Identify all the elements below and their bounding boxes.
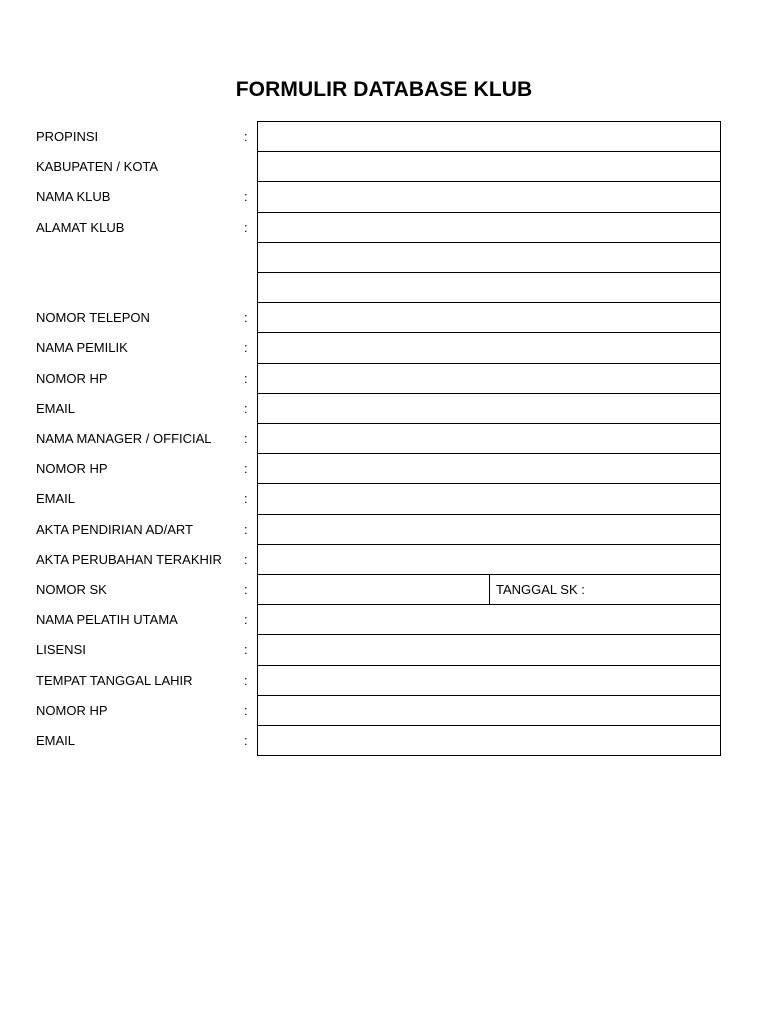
form-row [0,423,768,454]
form-row [0,363,768,394]
field-input-box[interactable] [257,181,721,213]
form-row [0,604,768,635]
field-label: EMAIL [36,733,76,748]
field-input-box[interactable] [257,725,721,756]
form-row [0,332,768,364]
field-input-box[interactable] [257,604,721,635]
field-label: NAMA KLUB [36,189,111,204]
field-colon: : [244,220,248,235]
form-row [0,121,768,152]
field-label: NOMOR HP [36,703,108,718]
field-colon: : [244,461,248,476]
field-colon: : [244,673,248,688]
tanggal-sk-label: TANGGAL SK : [496,582,585,597]
field-colon: : [244,703,248,718]
field-colon: : [244,491,248,506]
field-label: NAMA PELATIH UTAMA [36,612,178,627]
field-input-box[interactable] [257,332,721,364]
field-colon: : [244,582,248,597]
field-colon: : [244,522,248,537]
field-colon: : [244,340,248,355]
field-label: KABUPATEN / KOTA [36,159,159,174]
field-colon: : [244,642,248,657]
field-input-box[interactable] [257,212,721,243]
field-colon: : [244,733,248,748]
field-label: LISENSI [36,642,86,657]
field-label: NOMOR SK [36,582,107,597]
field-input-box[interactable] [257,483,721,515]
field-input-box[interactable] [257,151,721,182]
form-row [0,634,768,666]
field-label: AKTA PERUBAHAN TERAKHIR [36,552,222,567]
field-colon: : [244,310,248,325]
field-colon: : [244,552,248,567]
form-row [0,483,768,515]
field-label: NOMOR TELEPON [36,310,150,325]
form-row [0,242,768,273]
field-input-box[interactable] [257,695,721,726]
field-colon: : [244,612,248,627]
form-row [0,574,768,605]
field-colon: : [244,431,248,446]
field-input-box[interactable] [257,423,721,454]
field-input-box[interactable] [257,363,721,394]
form-row [0,302,768,333]
form-row [0,725,768,756]
field-label: NAMA PEMILIK [36,340,128,355]
field-label: AKTA PENDIRIAN AD/ART [36,522,194,537]
field-input-box[interactable] [257,393,721,424]
field-input-box[interactable] [257,514,721,545]
form-row [0,665,768,696]
form-row [0,514,768,545]
field-colon: : [244,129,248,144]
form-row [0,151,768,182]
field-label: EMAIL [36,401,76,416]
field-label: PROPINSI [36,129,99,144]
field-input-box[interactable] [257,242,721,273]
tanggal-sk-box[interactable] [489,574,721,605]
form-row [0,695,768,726]
form-row [0,272,768,303]
field-label: ALAMAT KLUB [36,220,125,235]
field-input-box[interactable] [257,544,721,575]
field-input-box[interactable] [257,634,721,666]
form-row [0,453,768,484]
field-colon: : [244,401,248,416]
form-row [0,212,768,243]
field-input-box[interactable] [257,121,721,152]
field-colon: : [244,189,248,204]
field-input-box[interactable] [257,272,721,303]
page-title: FORMULIR DATABASE KLUB [235,78,533,101]
field-label: NAMA MANAGER / OFFICIAL [36,431,212,446]
field-colon: : [244,371,248,386]
field-input-box[interactable] [257,302,721,333]
field-input-box[interactable] [257,453,721,484]
form-row [0,544,768,575]
field-label: NOMOR HP [36,371,108,386]
field-input-box[interactable] [257,574,490,605]
field-label: NOMOR HP [36,461,108,476]
field-input-box[interactable] [257,665,721,696]
field-label: EMAIL [36,491,76,506]
form-row [0,393,768,424]
form-row [0,181,768,213]
field-label: TEMPAT TANGGAL LAHIR [36,673,193,688]
